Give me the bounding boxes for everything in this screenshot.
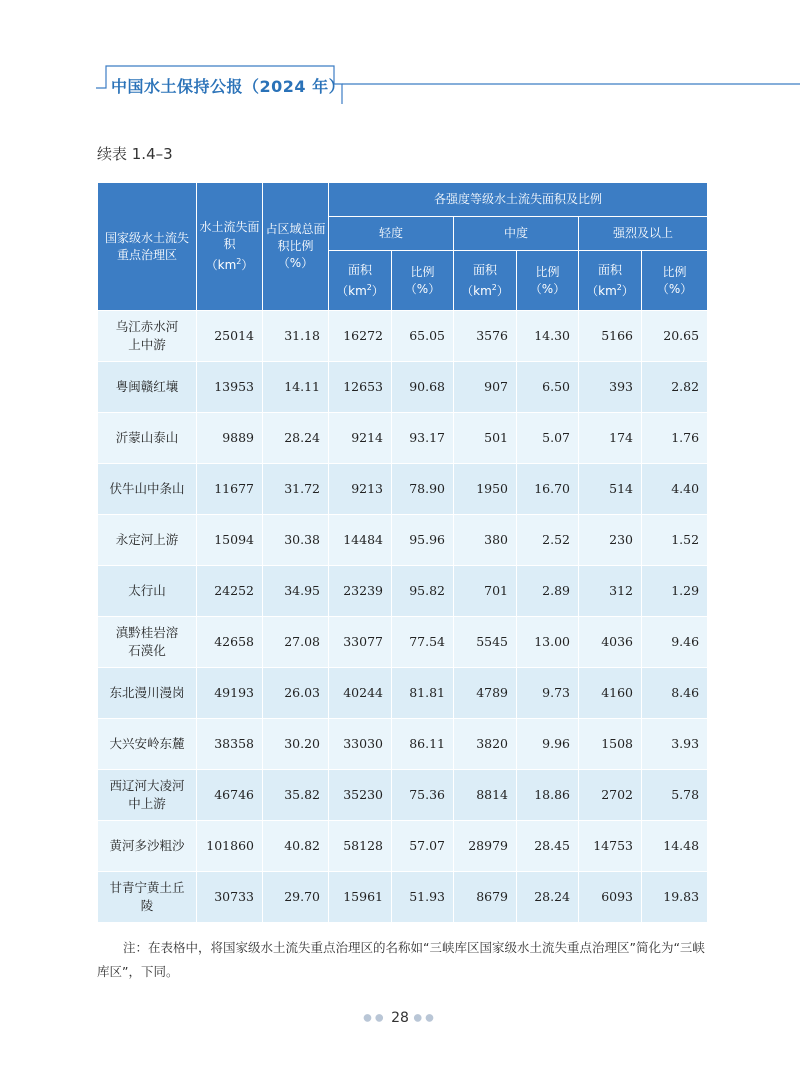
erosion-table — [97, 182, 708, 923]
cell-sr: 1.76 — [642, 413, 708, 464]
region-name-cell — [98, 464, 197, 515]
cell-mr: 2.52 — [517, 515, 579, 566]
cell-sr: 8.46 — [642, 668, 708, 719]
cell-ma: 380 — [454, 515, 517, 566]
header-group: 各强度等级水土流失面积及比例 — [329, 183, 708, 217]
cell-sr: 19.83 — [642, 872, 708, 923]
cell-la: 14484 — [329, 515, 392, 566]
cell-la: 33077 — [329, 617, 392, 668]
cell-area: 15094 — [197, 515, 263, 566]
region-name-cell — [98, 362, 197, 413]
table-row — [98, 566, 708, 617]
region-name-cell — [98, 566, 197, 617]
page-header — [0, 0, 800, 110]
table-row — [98, 770, 708, 821]
cell-lr: 75.36 — [392, 770, 454, 821]
cell-sr: 5.78 — [642, 770, 708, 821]
header-ratio: 占区域总面积比例 （%） — [263, 183, 329, 311]
cell-sa: 174 — [579, 413, 642, 464]
region-name-cell — [98, 821, 197, 872]
cell-ma: 28979 — [454, 821, 517, 872]
cell-la: 9214 — [329, 413, 392, 464]
table-row — [98, 617, 708, 668]
cell-lr: 95.96 — [392, 515, 454, 566]
table-caption: 续表 1.4–3 — [97, 145, 173, 163]
cell-sa: 312 — [579, 566, 642, 617]
region-name-cell — [98, 311, 197, 362]
cell-area: 42658 — [197, 617, 263, 668]
cell-ratio: 29.70 — [263, 872, 329, 923]
region-name: 滇黔桂岩溶 — [115, 625, 179, 640]
cell-ratio: 34.95 — [263, 566, 329, 617]
cell-area: 13953 — [197, 362, 263, 413]
table-note: 注：在表格中，将国家级水土流失重点治理区的名称如“三峡库区国家级水土流失重点治理区”简化为“三峡库区”，下同。 — [97, 940, 705, 979]
table-row — [98, 311, 708, 362]
region-name: 乌江赤水河 — [115, 319, 179, 334]
page-footer — [0, 1010, 800, 1026]
cell-area: 38358 — [197, 719, 263, 770]
region-name: 伏牛山中条山 — [109, 481, 185, 496]
header-region: 国家级水土流失重点治理区 — [98, 183, 197, 311]
footer-dots-right: ●● — [413, 1012, 437, 1024]
header-area: 水土流失面积 $(km^2)$ — [197, 183, 263, 311]
cell-ratio: 30.38 — [263, 515, 329, 566]
cell-mr: 6.50 — [517, 362, 579, 413]
cell-mr: 9.73 — [517, 668, 579, 719]
cell-lr: 86.11 — [392, 719, 454, 770]
cell-ratio: 28.24 — [263, 413, 329, 464]
cell-lr: 51.93 — [392, 872, 454, 923]
cell-ma: 501 — [454, 413, 517, 464]
table-row — [98, 413, 708, 464]
cell-ma: 3820 — [454, 719, 517, 770]
region-name-cell — [98, 617, 197, 668]
cell-lr: 78.90 — [392, 464, 454, 515]
cell-la: 9213 — [329, 464, 392, 515]
cell-lr: 90.68 — [392, 362, 454, 413]
cell-sa: 4160 — [579, 668, 642, 719]
cell-la: 23239 — [329, 566, 392, 617]
cell-ratio: 30.20 — [263, 719, 329, 770]
header-strong-area: 面积 $(km^2)$ — [579, 251, 642, 311]
region-name: 太行山 — [128, 583, 166, 598]
cell-ratio: 31.72 — [263, 464, 329, 515]
region-name-cell — [98, 719, 197, 770]
cell-sr: 20.65 — [642, 311, 708, 362]
region-name: 东北漫川漫岗 — [109, 685, 185, 700]
region-name: 大兴安岭东麓 — [109, 736, 185, 751]
table-body — [98, 311, 708, 923]
cell-ma: 8679 — [454, 872, 517, 923]
cell-area: 24252 — [197, 566, 263, 617]
cell-mr: 14.30 — [517, 311, 579, 362]
region-name-cell — [98, 770, 197, 821]
cell-ma: 701 — [454, 566, 517, 617]
cell-ratio: 26.03 — [263, 668, 329, 719]
cell-area: 101860 — [197, 821, 263, 872]
cell-sa: 393 — [579, 362, 642, 413]
cell-mr: 28.45 — [517, 821, 579, 872]
cell-ratio: 31.18 — [263, 311, 329, 362]
cell-ratio: 35.82 — [263, 770, 329, 821]
cell-lr: 93.17 — [392, 413, 454, 464]
cell-sa: 514 — [579, 464, 642, 515]
cell-sa: 6093 — [579, 872, 642, 923]
cell-sr: 14.48 — [642, 821, 708, 872]
region-name-cell — [98, 668, 197, 719]
cell-sa: 230 — [579, 515, 642, 566]
cell-sr: 1.52 — [642, 515, 708, 566]
cell-sr: 3.93 — [642, 719, 708, 770]
cell-sa: 14753 — [579, 821, 642, 872]
region-name-line2: 石漠化 — [128, 643, 166, 658]
cell-lr: 57.07 — [392, 821, 454, 872]
cell-mr: 18.86 — [517, 770, 579, 821]
region-name-line2: 上中游 — [128, 337, 166, 352]
region-name-cell — [98, 413, 197, 464]
cell-ma: 907 — [454, 362, 517, 413]
region-name: 甘青宁黄土丘陵 — [109, 880, 185, 913]
table-row — [98, 719, 708, 770]
cell-mr: 9.96 — [517, 719, 579, 770]
footer-dots-left: ●● — [363, 1012, 387, 1024]
cell-lr: 81.81 — [392, 668, 454, 719]
header-light-area: 面积 $(km^2)$ — [329, 251, 392, 311]
table-row — [98, 515, 708, 566]
region-name: 永定河上游 — [115, 532, 179, 547]
region-name-line2: 中上游 — [128, 796, 166, 811]
cell-mr: 28.24 — [517, 872, 579, 923]
cell-la: 15961 — [329, 872, 392, 923]
cell-mr: 13.00 — [517, 617, 579, 668]
page-number: 28 — [391, 1010, 409, 1026]
cell-mr: 16.70 — [517, 464, 579, 515]
report-title: 中国水土保持公报（2024 年） — [111, 77, 346, 96]
header-moderate: 中度 — [454, 217, 579, 251]
cell-ma: 8814 — [454, 770, 517, 821]
cell-ratio: 14.11 — [263, 362, 329, 413]
cell-mr: 5.07 — [517, 413, 579, 464]
cell-ma: 1950 — [454, 464, 517, 515]
cell-lr: 95.82 — [392, 566, 454, 617]
cell-sr: 2.82 — [642, 362, 708, 413]
cell-ma: 4789 — [454, 668, 517, 719]
cell-la: 35230 — [329, 770, 392, 821]
region-name: 沂蒙山泰山 — [115, 430, 179, 445]
header-moderate-area: 面积 $(km^2)$ — [454, 251, 517, 311]
cell-area: 46746 — [197, 770, 263, 821]
cell-ma: 3576 — [454, 311, 517, 362]
cell-area: 30733 — [197, 872, 263, 923]
table-row — [98, 668, 708, 719]
cell-ratio: 40.82 — [263, 821, 329, 872]
cell-ratio: 27.08 — [263, 617, 329, 668]
table-row — [98, 872, 708, 923]
cell-la: 16272 — [329, 311, 392, 362]
cell-area: 25014 — [197, 311, 263, 362]
header-strong: 强烈及以上 — [579, 217, 708, 251]
region-name-cell — [98, 515, 197, 566]
cell-sr: 4.40 — [642, 464, 708, 515]
table-row — [98, 464, 708, 515]
cell-sr: 9.46 — [642, 617, 708, 668]
header-moderate-ratio: 比例 （%） — [517, 251, 579, 311]
cell-area: 11677 — [197, 464, 263, 515]
cell-sa: 5166 — [579, 311, 642, 362]
cell-sr: 1.29 — [642, 566, 708, 617]
table-row — [98, 821, 708, 872]
cell-area: 9889 — [197, 413, 263, 464]
cell-area: 49193 — [197, 668, 263, 719]
region-name: 粤闽赣红壤 — [115, 379, 179, 394]
region-name: 黄河多沙粗沙 — [109, 838, 185, 853]
header-light: 轻度 — [329, 217, 454, 251]
table-row — [98, 362, 708, 413]
cell-la: 58128 — [329, 821, 392, 872]
cell-la: 40244 — [329, 668, 392, 719]
region-name-cell — [98, 872, 197, 923]
cell-sa: 4036 — [579, 617, 642, 668]
cell-sa: 1508 — [579, 719, 642, 770]
cell-lr: 77.54 — [392, 617, 454, 668]
cell-mr: 2.89 — [517, 566, 579, 617]
region-name: 西辽河大凌河 — [109, 778, 185, 793]
cell-la: 33030 — [329, 719, 392, 770]
header-strong-ratio: 比例 （%） — [642, 251, 708, 311]
cell-la: 12653 — [329, 362, 392, 413]
cell-sa: 2702 — [579, 770, 642, 821]
cell-lr: 65.05 — [392, 311, 454, 362]
header-light-ratio: 比例 （%） — [392, 251, 454, 311]
cell-ma: 5545 — [454, 617, 517, 668]
